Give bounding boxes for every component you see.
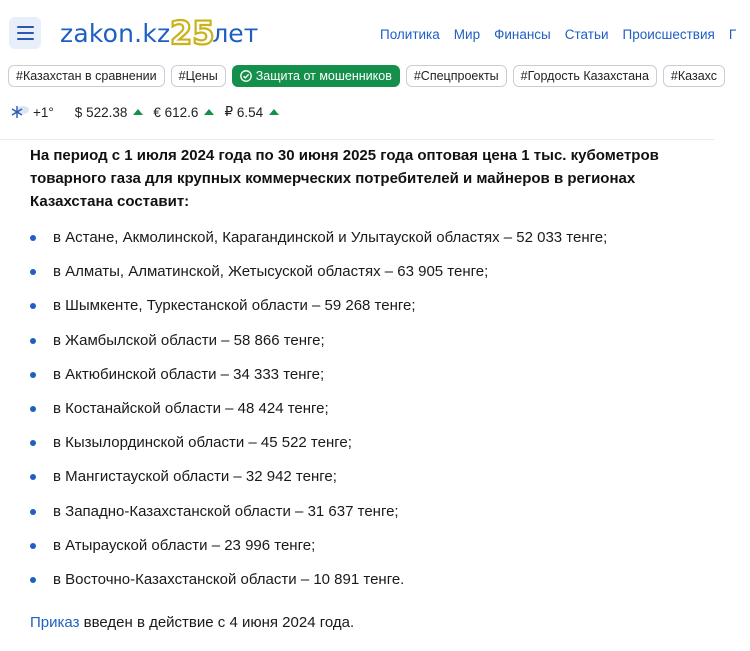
- rate-rub: [224, 104, 279, 120]
- list-item: в Актюбинской области – 34 333 тенге;: [30, 365, 714, 399]
- nav-item-world[interactable]: Мир: [453, 27, 481, 42]
- nav-item-articles[interactable]: Статьи: [564, 27, 609, 42]
- rate-eur-value: 612.6: [164, 104, 199, 120]
- tag-fraud-protection[interactable]: [232, 65, 400, 87]
- order-link[interactable]: Приказ: [30, 614, 80, 632]
- tag-special-projects[interactable]: #Спецпроекты: [406, 65, 507, 87]
- article-footer-line: [30, 613, 714, 633]
- tag-pride-of-kazakhstan[interactable]: #Гордость Казахстана: [513, 65, 657, 87]
- main-nav: [380, 27, 750, 42]
- list-item: в Алматы, Алматинской, Жетысуской областях – 63 905 тенге;: [30, 262, 714, 296]
- nav-item-incidents[interactable]: Происшествия: [622, 27, 715, 42]
- article-lead-paragraph: На период с 1 июля 2024 года по 30 июня 2025 года оптовая цена 1 тыс. кубометров товарного газа для крупных коммерческих потребителей и майнеров в регионах Казахстана составит:: [30, 147, 659, 210]
- tag-prices[interactable]: #Цены: [171, 65, 226, 87]
- shield-icon: [240, 70, 252, 82]
- list-item: в Астане, Акмолинской, Карагандинской и Улытауской областях – 52 033 тенге;: [30, 228, 714, 262]
- rate-rub-symbol: ₽: [224, 104, 234, 119]
- article-body: [30, 144, 714, 633]
- site-header: [0, 0, 737, 140]
- up-arrow-icon: [204, 109, 214, 115]
- tag-fraud-protection-label: Защита от мошенников: [255, 69, 392, 83]
- nav-item-politics[interactable]: Политика: [380, 27, 440, 42]
- rate-usd-symbol: $: [74, 104, 83, 120]
- list-item: в Восточно-Казахстанской области – 10 891 тенге.: [30, 570, 714, 604]
- rate-rub-value: 6.54: [236, 104, 264, 120]
- weather-and-rates: [10, 103, 279, 121]
- logo-anniversary-number: [169, 15, 213, 51]
- order-effective-text: введен в действие с 4 июня 2024 года.: [79, 614, 355, 632]
- logo-years-label: лет: [212, 18, 259, 48]
- site-logo[interactable]: [60, 15, 258, 51]
- list-item: в Кызылординской области – 45 522 тенге;: [30, 433, 714, 467]
- rate-eur-symbol: €: [153, 104, 161, 120]
- list-item: в Атырауской области – 23 996 тенге;: [30, 536, 714, 570]
- svg-text:25: 25: [170, 14, 215, 52]
- rate-usd: [75, 105, 144, 120]
- list-item: в Костанайской области – 48 424 тенге;: [30, 399, 714, 433]
- list-item: в Западно-Казахстанской области – 31 637 тенге;: [30, 502, 714, 536]
- nav-item-finance[interactable]: Финансы: [494, 27, 551, 42]
- rate-eur: [153, 105, 214, 120]
- list-item: в Шымкенте, Туркестанской области – 59 268 тенге;: [30, 296, 714, 330]
- up-arrow-icon: [133, 109, 143, 115]
- up-arrow-icon: [269, 109, 279, 115]
- list-item: в Мангистауской области – 32 942 тенге;: [30, 467, 714, 501]
- tag-bar: [8, 65, 725, 87]
- rate-usd-value: 522.38: [86, 104, 128, 120]
- snowflake-cloud-icon: [10, 103, 30, 121]
- tag-kazakhstan-comparison[interactable]: #Казахстан в сравнении: [8, 65, 165, 87]
- menu-icon[interactable]: [9, 17, 41, 49]
- logo-text: zakon.kz: [60, 18, 171, 48]
- gas-price-list: [30, 228, 714, 604]
- list-item: в Жамбылской области – 58 866 тенге;: [30, 331, 714, 365]
- nav-item-truncated[interactable]: Г: [728, 27, 737, 42]
- tag-truncated[interactable]: #Казахс: [663, 65, 725, 87]
- weather-temperature: +1°: [33, 104, 54, 120]
